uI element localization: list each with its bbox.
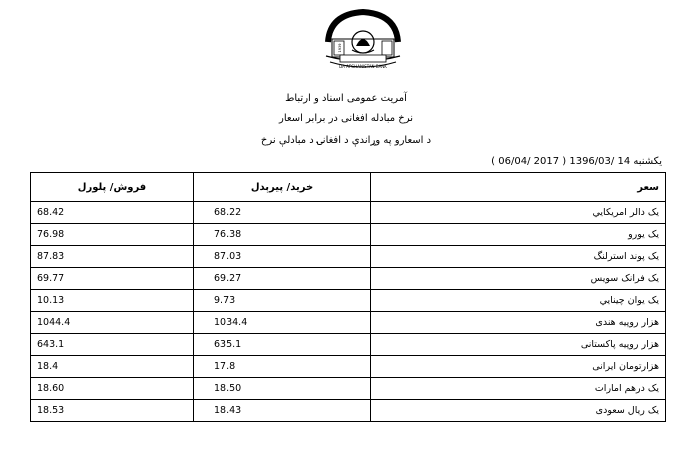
- table-row: [31, 224, 666, 246]
- cell-currency: يک پوند استرلنگ: [371, 246, 666, 268]
- logo-text: DA AFGHANISTAN BANK: [339, 64, 387, 69]
- cell-sell: 10.13: [31, 290, 194, 312]
- cell-sell: 69.77: [31, 268, 194, 290]
- cell-buy: 68.22: [194, 202, 371, 224]
- table-row: [31, 334, 666, 356]
- cell-sell: 76.98: [31, 224, 194, 246]
- bank-seal-icon: [318, 6, 408, 74]
- logo-year: 1939: [338, 43, 342, 53]
- cell-currency: يک درهم امارات: [371, 378, 666, 400]
- cell-sell: 643.1: [31, 334, 194, 356]
- cell-currency: يک فرانک سويس: [371, 268, 666, 290]
- header-sell: فروش/ پلورل: [31, 173, 194, 202]
- header-currency: سعر: [371, 173, 666, 202]
- cell-currency: يک ريال سعودی: [371, 400, 666, 422]
- cell-currency: هزار روپيه هندی: [371, 312, 666, 334]
- report-date: يكشنبه 14 /1396/03 ( 2017 /06/04 ): [491, 156, 662, 167]
- cell-sell: 18.4: [31, 356, 194, 378]
- table-row: [31, 268, 666, 290]
- cell-currency: يک يوان چينايي: [371, 290, 666, 312]
- cell-currency: هزار روپيه پاکستانی: [371, 334, 666, 356]
- table-row: [31, 378, 666, 400]
- cell-currency: يک دالر امريکايي: [371, 202, 666, 224]
- table-header-row: [31, 173, 666, 202]
- cell-buy: 9.73: [194, 290, 371, 312]
- cell-buy: 18.43: [194, 400, 371, 422]
- cell-sell: 18.60: [31, 378, 194, 400]
- cell-buy: 18.50: [194, 378, 371, 400]
- cell-buy: 1034.4: [194, 312, 371, 334]
- cell-buy: 76.38: [194, 224, 371, 246]
- table-row: [31, 400, 666, 422]
- rate-title-dari: نرخ مبادله افغانی در برابر اسعار: [279, 113, 413, 124]
- cell-currency: يک يورو: [371, 224, 666, 246]
- cell-sell: 1044.4: [31, 312, 194, 334]
- cell-sell: 18.53: [31, 400, 194, 422]
- bank-logo: [318, 6, 408, 74]
- cell-currency: هزارتومان ايرانی: [371, 356, 666, 378]
- header-buy: خرید/ پیرېدل: [194, 173, 371, 202]
- cell-buy: 635.1: [194, 334, 371, 356]
- rate-title-pashto: د اسعارو په وړاندې د افغانۍ د مبادلې نرخ: [260, 135, 432, 146]
- table-row: [31, 246, 666, 268]
- table-row: [31, 290, 666, 312]
- cell-sell: 68.42: [31, 202, 194, 224]
- table-row: [31, 202, 666, 224]
- cell-sell: 87.83: [31, 246, 194, 268]
- table-row: [31, 312, 666, 334]
- exchange-rate-table: [30, 172, 666, 422]
- cell-buy: 69.27: [194, 268, 371, 290]
- cell-buy: 87.03: [194, 246, 371, 268]
- department-title: آمریت عمومی اسناد و ارتباط: [285, 93, 407, 104]
- cell-buy: 17.8: [194, 356, 371, 378]
- table-row: [31, 356, 666, 378]
